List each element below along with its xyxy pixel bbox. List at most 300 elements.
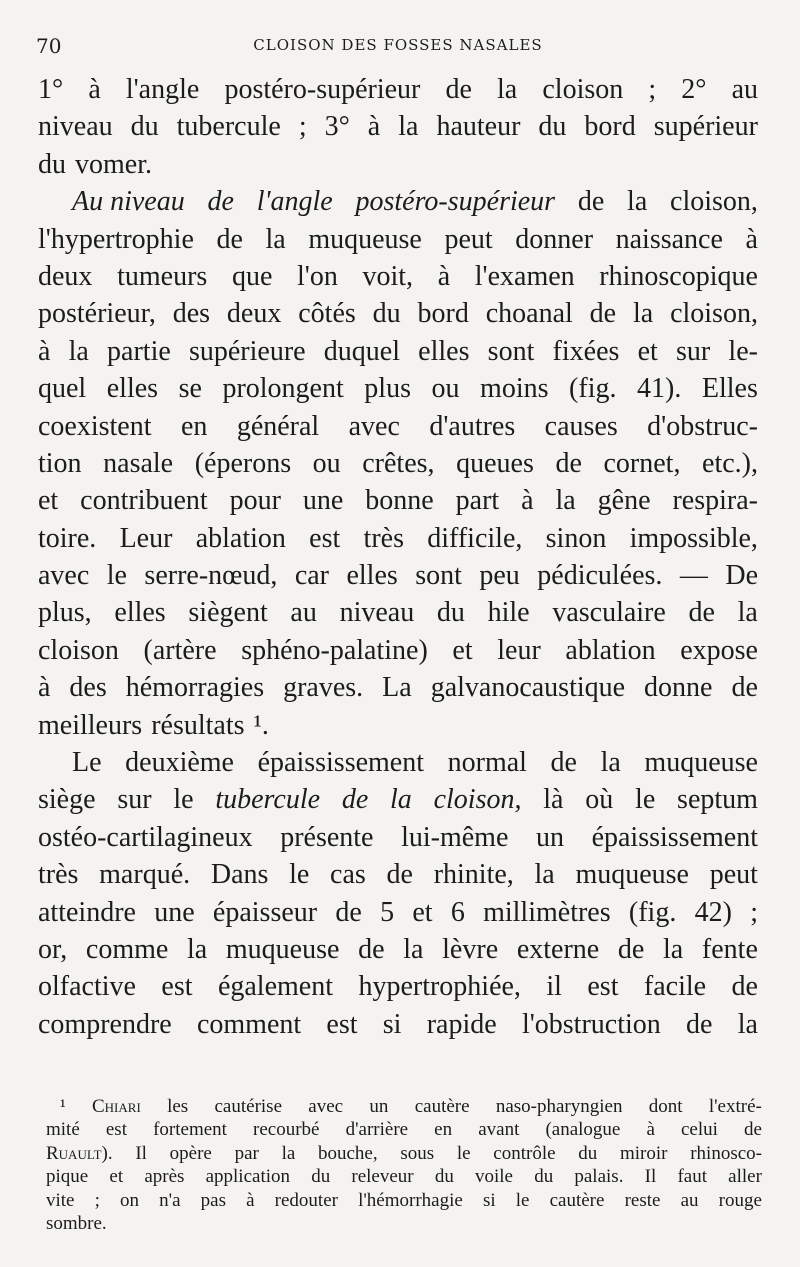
text-line xyxy=(38,298,758,335)
word: hémorragies xyxy=(125,672,265,704)
word: on xyxy=(120,1189,140,1211)
word: palais. xyxy=(574,1166,624,1188)
word: du xyxy=(434,1166,454,1188)
word: avec xyxy=(348,410,400,442)
word: normal xyxy=(447,747,527,779)
word: à xyxy=(646,1119,655,1141)
word: présente xyxy=(280,821,374,853)
word: miroir xyxy=(620,1142,668,1164)
word: ¹ xyxy=(60,1096,66,1117)
word: de xyxy=(386,859,413,891)
word: deux xyxy=(38,260,93,292)
word: si xyxy=(482,1189,496,1211)
word: avec xyxy=(38,560,90,592)
word: de xyxy=(744,1119,762,1141)
word: cloison xyxy=(38,634,119,666)
word: le xyxy=(173,784,194,816)
word: quel xyxy=(38,373,87,405)
word: l'extré- xyxy=(708,1096,762,1117)
word: supérieure xyxy=(188,335,306,367)
word: ostéo-cartilagineux xyxy=(38,821,253,853)
word: aller xyxy=(728,1166,762,1188)
word: 41). xyxy=(637,373,682,405)
word: un xyxy=(535,821,564,853)
word: toire. xyxy=(38,522,97,554)
word: de xyxy=(555,447,582,479)
word: ou xyxy=(431,373,460,405)
page-number: 70 xyxy=(36,34,62,58)
word: de xyxy=(731,971,758,1003)
word: Ruault). xyxy=(46,1142,113,1164)
word: niveau xyxy=(38,111,113,143)
word: car xyxy=(294,560,330,592)
word: celui xyxy=(680,1119,718,1141)
word: rapide xyxy=(426,1008,497,1040)
word: bonne xyxy=(365,485,434,517)
text-line xyxy=(38,784,758,821)
word: est xyxy=(309,522,341,554)
word: dont xyxy=(648,1096,683,1117)
word: du xyxy=(372,298,401,330)
word: la xyxy=(632,298,654,330)
word: postéro-supérieur xyxy=(224,74,421,105)
word: elles xyxy=(346,560,398,592)
word: millimètres xyxy=(483,896,611,928)
word: est xyxy=(105,1119,127,1141)
word: Au niveau xyxy=(72,186,185,218)
word: tion xyxy=(38,447,82,479)
word: 2° xyxy=(681,74,707,105)
word: et xyxy=(637,335,658,367)
word: sur xyxy=(676,335,711,367)
word: 3° xyxy=(324,111,350,143)
text-line xyxy=(38,336,758,373)
word: également xyxy=(217,971,333,1003)
word: (fig. xyxy=(569,373,617,405)
word: là xyxy=(543,784,564,816)
footnote-line xyxy=(46,1119,762,1142)
word: hile xyxy=(487,597,530,629)
word: à xyxy=(437,260,451,292)
word: les xyxy=(167,1096,189,1117)
footnote-line xyxy=(46,1166,762,1189)
word: comme xyxy=(85,933,169,965)
word: cloison, xyxy=(433,784,522,816)
word: de xyxy=(688,597,715,629)
word: (artère xyxy=(143,634,217,666)
word: opère xyxy=(169,1142,212,1164)
word: fixées xyxy=(552,335,620,367)
word: la xyxy=(600,747,621,779)
word: si xyxy=(382,1008,402,1040)
word: épaississement xyxy=(591,821,758,853)
word: la xyxy=(497,74,518,105)
word: à xyxy=(367,111,381,143)
word: au xyxy=(731,74,758,105)
word: sombre. xyxy=(46,1212,107,1234)
word: muqueuse xyxy=(644,747,758,779)
word: la xyxy=(265,223,286,255)
word: vasculaire xyxy=(552,597,666,629)
text-line xyxy=(38,971,758,1008)
word: supérieur xyxy=(653,111,758,143)
word: duquel xyxy=(323,335,400,367)
word: peut xyxy=(709,859,758,891)
body-text xyxy=(38,74,758,1046)
word: tumeurs xyxy=(117,260,208,292)
word: comprendre xyxy=(38,1008,172,1040)
word: 5 xyxy=(380,896,395,928)
word: difficile, xyxy=(427,522,523,554)
word: du xyxy=(538,111,567,143)
word: à xyxy=(246,1189,255,1211)
word: général xyxy=(236,410,320,442)
word: partie xyxy=(107,335,171,367)
word: La xyxy=(382,672,412,704)
word: elles xyxy=(106,373,159,405)
word: de xyxy=(335,896,362,928)
word: l'examen xyxy=(474,260,575,292)
word: cloison, xyxy=(670,298,758,330)
word: vomer. xyxy=(75,148,152,180)
word: cautère xyxy=(549,1189,605,1211)
word: la xyxy=(737,597,758,629)
word: donne xyxy=(644,672,713,704)
word: coexistent xyxy=(38,410,152,442)
word: ; xyxy=(648,74,657,105)
word: muqueuse xyxy=(225,933,340,965)
word: d'obstruc- xyxy=(647,410,758,442)
word: marqué. xyxy=(99,859,191,891)
word: 1° xyxy=(38,74,64,105)
word: voile xyxy=(475,1166,513,1188)
word: la xyxy=(187,933,208,965)
word: siège xyxy=(38,784,96,816)
word: de xyxy=(358,933,385,965)
word: sinon xyxy=(545,522,607,554)
word: leur xyxy=(497,634,541,666)
word: de xyxy=(577,186,605,218)
word: De xyxy=(725,560,758,592)
text-line xyxy=(38,859,758,896)
page-header xyxy=(36,34,760,58)
word: et xyxy=(452,634,473,666)
word: un xyxy=(369,1096,389,1117)
word: (éperons xyxy=(194,447,292,479)
word: de xyxy=(731,672,758,704)
word: il xyxy=(546,971,562,1003)
word: le xyxy=(106,560,127,592)
word: la xyxy=(555,485,576,517)
word: sont xyxy=(415,560,462,592)
text-line xyxy=(38,111,758,148)
word: contrôle xyxy=(493,1142,556,1164)
word: meilleurs xyxy=(38,709,143,741)
word: une xyxy=(302,485,344,517)
word: postéro-supérieur xyxy=(355,186,556,218)
word: très xyxy=(363,522,404,554)
word: Le xyxy=(72,747,102,779)
word: se xyxy=(178,373,202,405)
word: l'angle xyxy=(125,74,200,105)
text-line xyxy=(38,1009,758,1046)
word: rouge xyxy=(718,1189,762,1211)
text-line xyxy=(38,897,758,934)
word: du xyxy=(38,148,66,180)
word: bord xyxy=(417,298,469,330)
running-title: CLOISON DES FOSSES NASALES xyxy=(253,36,543,54)
word: cautère xyxy=(414,1096,470,1117)
text-line xyxy=(38,261,758,298)
word: pour xyxy=(229,485,281,517)
word: au xyxy=(290,597,317,629)
word: la xyxy=(281,1142,296,1164)
word: par xyxy=(234,1142,259,1164)
word: cas xyxy=(330,859,366,891)
word: pédiculées. xyxy=(537,560,663,592)
word: olfactive xyxy=(38,971,136,1003)
word: et xyxy=(38,485,59,517)
word: très xyxy=(38,859,79,891)
word: Il xyxy=(135,1142,147,1164)
text-line xyxy=(38,149,758,186)
word: postérieur, xyxy=(38,298,156,330)
word: etc.), xyxy=(702,447,758,479)
word: part xyxy=(455,485,500,517)
word: la xyxy=(534,859,555,891)
word: lui-même xyxy=(401,821,509,853)
text-line xyxy=(38,485,758,522)
word: sur xyxy=(117,784,152,816)
text-line xyxy=(38,635,758,672)
word: ; xyxy=(298,111,307,143)
word: épaisseur xyxy=(212,896,318,928)
word: crêtes, xyxy=(362,447,435,479)
word: cloison xyxy=(542,74,624,105)
word: plus xyxy=(364,373,411,405)
footnote-line xyxy=(46,1096,762,1119)
word: externe xyxy=(516,933,600,965)
word: Leur xyxy=(119,522,173,554)
text-line xyxy=(38,448,758,485)
word: naissance xyxy=(615,223,723,255)
word: expose xyxy=(680,634,758,666)
word: ablation xyxy=(195,522,286,554)
word: de xyxy=(207,186,234,218)
word: releveur xyxy=(351,1166,414,1188)
text-line xyxy=(38,224,758,261)
word: avant xyxy=(478,1119,520,1141)
word: pique xyxy=(46,1166,89,1188)
word: le xyxy=(289,859,310,891)
word: l'hémorrhagie xyxy=(358,1189,463,1211)
word: des xyxy=(172,298,211,330)
text-line xyxy=(38,560,758,597)
word: à xyxy=(521,485,534,517)
word: impossible, xyxy=(629,522,758,554)
word: 6 xyxy=(450,896,465,928)
word: des xyxy=(69,672,107,704)
word: la xyxy=(390,784,412,816)
word: redouter xyxy=(274,1189,338,1211)
text-line xyxy=(38,186,758,223)
footnote-line xyxy=(46,1213,762,1236)
word: ¹. xyxy=(253,709,269,741)
word: le xyxy=(635,784,656,816)
word: reste xyxy=(624,1189,661,1211)
word: du xyxy=(578,1142,598,1164)
word: à xyxy=(88,74,101,105)
word: niveau xyxy=(339,597,415,629)
word: ou xyxy=(312,447,341,479)
word: septum xyxy=(677,784,758,816)
word: faut xyxy=(677,1166,707,1188)
word: le- xyxy=(728,335,758,367)
word: le xyxy=(456,1142,471,1164)
word: fortement xyxy=(153,1119,227,1141)
word: vite xyxy=(46,1189,75,1211)
footnote-line xyxy=(46,1143,762,1166)
word: de xyxy=(445,74,472,105)
word: (analogue xyxy=(545,1119,621,1141)
word: comment xyxy=(196,1008,302,1040)
word: après xyxy=(144,1166,185,1188)
word: l'hypertrophie xyxy=(38,223,194,255)
word: en xyxy=(180,410,208,442)
word: bouche, xyxy=(318,1142,378,1164)
word: du xyxy=(311,1166,331,1188)
word: la xyxy=(663,933,684,965)
word: sont xyxy=(487,335,535,367)
word: l'angle xyxy=(256,186,333,218)
word: de xyxy=(341,784,369,816)
word: l'obstruction xyxy=(521,1008,661,1040)
word: moins xyxy=(480,373,549,405)
word: de xyxy=(617,933,645,965)
footnote-line xyxy=(46,1190,762,1213)
word: à xyxy=(38,335,51,367)
word: Il xyxy=(644,1166,657,1188)
word: rhinosco- xyxy=(690,1142,762,1164)
word: de xyxy=(686,1008,713,1040)
word: de xyxy=(216,223,243,255)
word: du xyxy=(534,1166,554,1188)
word: la xyxy=(627,186,648,218)
word: plus, xyxy=(38,597,92,629)
word: et xyxy=(412,896,433,928)
word: nasale xyxy=(103,447,174,479)
word: du xyxy=(436,597,465,629)
word: est xyxy=(587,971,619,1003)
word: cornet, xyxy=(603,447,681,479)
word: où xyxy=(585,784,614,816)
word: du xyxy=(130,111,159,143)
word: mité xyxy=(46,1119,80,1141)
word: atteindre xyxy=(38,896,136,928)
text-line xyxy=(38,74,758,111)
word: n'a xyxy=(159,1189,181,1211)
word: la xyxy=(403,933,424,965)
word: deuxième xyxy=(125,747,234,779)
word: rhinoscopique xyxy=(599,260,758,292)
text-line xyxy=(38,411,758,448)
word: côtés xyxy=(298,298,356,330)
word: pas xyxy=(200,1189,226,1211)
word: est xyxy=(326,1008,358,1040)
word: tubercule xyxy=(215,784,321,816)
text-line xyxy=(38,523,758,560)
word: de xyxy=(589,298,617,330)
word: siègent xyxy=(188,597,268,629)
word: ablation xyxy=(565,634,656,666)
word: prolongent xyxy=(222,373,344,405)
word: la xyxy=(398,111,419,143)
word: choanal xyxy=(485,298,573,330)
word: cloison, xyxy=(670,186,758,218)
word: est xyxy=(161,971,193,1003)
word: respira- xyxy=(672,485,758,517)
word: peut xyxy=(444,223,493,255)
word: galvanocaustique xyxy=(430,672,626,704)
word: elles xyxy=(418,335,470,367)
text-line xyxy=(38,934,758,971)
text-line xyxy=(38,710,758,747)
word: et xyxy=(109,1166,124,1188)
word: d'autres xyxy=(429,410,516,442)
word: Elles xyxy=(701,373,758,405)
word: serre-nœud, xyxy=(144,560,278,592)
word: hypertrophiée, xyxy=(358,971,521,1003)
word: épaississement xyxy=(257,747,425,779)
word: tubercule xyxy=(176,111,281,143)
word: le xyxy=(515,1189,530,1211)
word: donner xyxy=(515,223,594,255)
word: queues xyxy=(456,447,534,479)
word: lèvre xyxy=(442,933,499,965)
word: naso-pharyngien xyxy=(495,1096,623,1117)
word: avec xyxy=(308,1096,344,1117)
word: recourbé xyxy=(253,1119,320,1141)
word: or, xyxy=(38,933,68,965)
word: la xyxy=(68,335,89,367)
word: la xyxy=(737,1008,758,1040)
word: d'arrière xyxy=(345,1119,409,1141)
footnotes xyxy=(46,1096,762,1236)
word: sphéno-palatine) xyxy=(241,634,428,666)
text-line xyxy=(38,373,758,410)
word: que xyxy=(231,260,273,292)
word: — xyxy=(679,560,708,592)
word: contribuent xyxy=(80,485,208,517)
word: muqueuse xyxy=(575,859,689,891)
word: l'on xyxy=(297,260,338,292)
word: 42) xyxy=(694,896,732,928)
word: ; xyxy=(750,896,758,928)
word: peu xyxy=(479,560,520,592)
word: rhinite, xyxy=(433,859,514,891)
word: Chiari xyxy=(92,1096,141,1117)
word: sous xyxy=(400,1142,435,1164)
word: bord xyxy=(584,111,636,143)
word: hauteur xyxy=(436,111,521,143)
word: muqueuse xyxy=(308,223,422,255)
word: voit, xyxy=(362,260,414,292)
word: elles xyxy=(114,597,166,629)
text-line xyxy=(38,822,758,859)
word: au xyxy=(680,1189,699,1211)
word: fente xyxy=(701,933,758,965)
word: à xyxy=(745,223,758,255)
